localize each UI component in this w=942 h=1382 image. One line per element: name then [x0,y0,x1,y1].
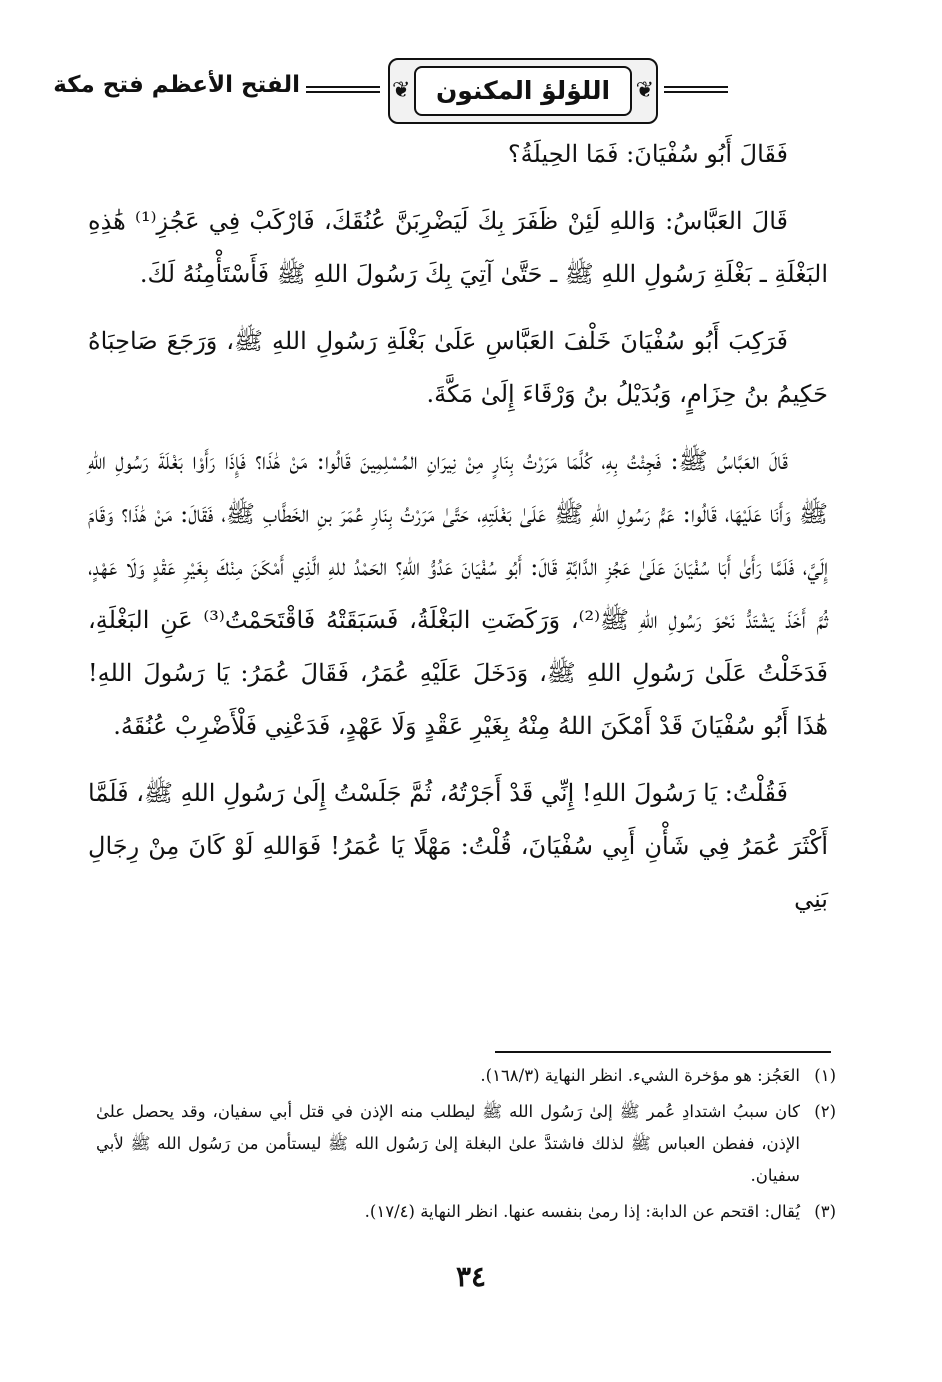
footnote-separator [495,1051,831,1053]
ornament-icon: ❦ [392,78,411,103]
footnote [96,1096,836,1192]
book-title-emblem [388,58,658,124]
running-title: الفتح الأعظم فتح مكة [53,72,300,98]
page-header [53,50,830,132]
paragraph: فَرَكِبَ أَبُو سُفْيَانَ خَلْفَ العَبَّاسِ عَلَىٰ بَغْلَةِ رَسُولِ اللهِ ﷺ، وَرَجَعَ صَاحِبَاهُ حَكِيمُ بنُ حِزَامٍ، وَبُدَيْلُ بنُ وَرْقَاءَ إِلَىٰ مَكَّةَ. [88,327,828,408]
ornament-icon: ❦ [635,78,654,103]
paragraph: فَقَالَ أَبُو سُفْيَانَ: فَمَا الحِيلَةُ؟ [507,140,788,168]
footnote [96,1060,836,1092]
footnote-number: (٣) [814,1202,836,1221]
footnote-text: يُقال: اقتحم عن الدابة: إذا رمىٰ بنفسه عنها. انظر النهاية (١٧/٤). [364,1202,800,1221]
paragraph: قَالَ العَبَّاسُ ﷺ: فَجِئْتُ بِهِ، كُلَّمَا مَرَرْتُ بِنَارٍ مِنْ نِيرَانِ المُسْلِمِينَ قَالُوا: مَنْ هَٰذَا؟ فَإِذَا رَأَوْا بَغْلَةَ رَسُولِ اللهِ ﷺ وَأَنَا عَلَيْهَا، قَالُوا: عَمُّ رَسُولِ اللهِ ﷺ عَلَىٰ بَغْلَتِهِ، حَتَّىٰ مَرَرْتُ بِنَارِ عُمَرَ بنِ الخَطَّابِ ﷺ، فَقَالَ: مَنْ هَٰذَا؟ وَقَامَ إِلَيَّ، فَلَمَّا رَأَىٰ أَبَا سُفْيَانَ عَلَىٰ عَجُزِ الدَّابَّةِ قَالَ: أَبُو سُفْيَانَ عَدُوُّ اللهِ؟ الحَمْدُ للهِ الَّذِي أَمْكَنَ مِنْكَ بِغَيْرِ عَقْدٍ وَلَا عَهْدٍ، ثُمَّ أَخَذَ يَشْتَدُّ نَحْوَ رَسُولِ اللهِ ﷺ⁽²⁾، وَرَكَضَتِ البَغْلَةُ، فَسَبَقَتْهُ فَاقْتَحَمْتُ⁽³⁾ عَنِ البَغْلَةِ، فَدَخَلْتُ عَلَىٰ رَسُولِ اللهِ ﷺ، وَدَخَلَ عَلَيْهِ عُمَرُ، فَقَالَ عُمَرُ: يَا رَسُولَ اللهِ! هَٰذَا أَبُو سُفْيَانَ قَدْ أَمْكَنَ اللهُ مِنْهُ بِغَيْرِ عَقْدٍ وَلَا عَهْدٍ، فَدَعْنِي فَلْأَضْرِبْ عُنُقَهُ. [88,447,829,740]
footnote-number: (٢) [814,1102,836,1121]
book-title: اللؤلؤ المكنون [435,76,611,105]
footnote-number: (١) [814,1066,836,1085]
paragraph: قَالَ العَبَّاسُ: وَاللهِ لَئِنْ ظَفَرَ بِكَ لَيَضْرِبَنَّ عُنُقَكَ، فَارْكَبْ فِي عَجُزِ⁽¹⁾ هَٰذِهِ البَغْلَةِ ـ بَغْلَةِ رَسُولِ اللهِ ﷺ ـ حَتَّىٰ آتِيَ بِكَ رَسُولَ اللهِ ﷺ فَأَسْتَأْمِنُهُ لَكَ. [88,207,828,288]
footnotes [96,1060,836,1232]
header-rule-left [306,86,380,94]
main-text [88,128,828,940]
footnote [96,1196,836,1228]
footnote-text: العَجُز: هو مؤخرة الشيء. انظر النهاية (١٦٨/٣). [480,1066,800,1085]
footnote-text: كان سببُ اشتدادِ عُمر ﷺ إلىٰ رَسُول الله ﷺ ليطلب منه الإذن في قتل أبي سفيان، وقد يحصل علىٰ الإذن، ففطن العباس ﷺ لذلك فاشتدَّ علىٰ البغلة إلىٰ رَسُول الله ﷺ ليستأمن من رَسُول الله ﷺ لأبي سفيان. [96,1102,800,1185]
header-rule-right [664,86,728,94]
page-number: ٣٤ [455,1260,487,1293]
paragraph: فَقُلْتُ: يَا رَسُولَ اللهِ! إِنِّي قَدْ أَجَرْتُهُ، ثُمَّ جَلَسْتُ إِلَىٰ رَسُولِ اللهِ ﷺ، فَلَمَّا أَكْثَرَ عُمَرُ فِي شَأْنِ أَبِي سُفْيَانَ، قُلْتُ: مَهْلًا يَا عُمَرُ! فَوَاللهِ لَوْ كَانَ مِنْ رِجَالِ بَنِي [88,779,828,913]
